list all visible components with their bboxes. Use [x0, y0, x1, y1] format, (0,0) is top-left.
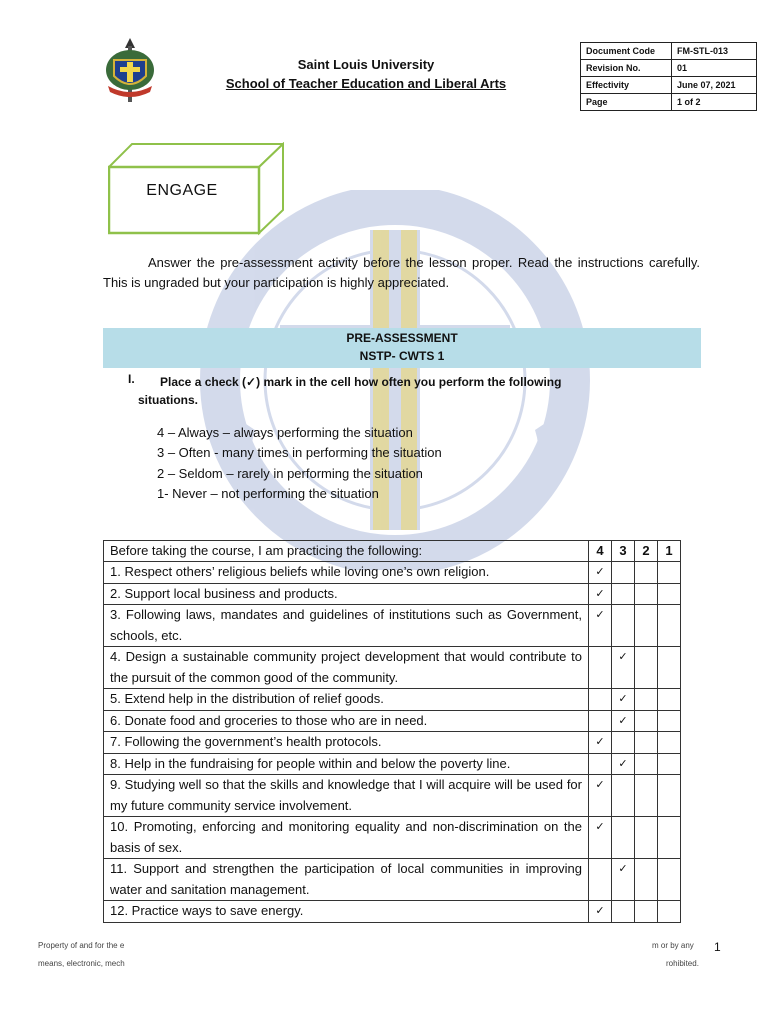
- rating-cell-1[interactable]: [658, 775, 681, 817]
- rating-cell-3[interactable]: [612, 775, 635, 817]
- rating-cell-2[interactable]: [635, 583, 658, 605]
- rating-cell-1[interactable]: [658, 901, 681, 923]
- university-logo: [102, 36, 158, 106]
- rating-cell-3[interactable]: [612, 817, 635, 859]
- rating-cell-1[interactable]: [658, 647, 681, 689]
- statement-cell: 9. Studying well so that the skills and knowledge that I will acquire will be used for my future community service involvement.: [104, 775, 589, 817]
- doc-info-key: Document Code: [581, 43, 672, 60]
- footer-text-right-1: m or by any: [652, 941, 694, 950]
- table-row: [104, 562, 681, 584]
- table-header-row: [104, 541, 681, 562]
- doc-info-row: [581, 43, 757, 60]
- rating-cell-2[interactable]: [635, 901, 658, 923]
- rating-cell-3[interactable]: [612, 901, 635, 923]
- rating-cell-1[interactable]: [658, 605, 681, 647]
- doc-info-value: 01: [672, 60, 757, 77]
- statement-cell: 3. Following laws, mandates and guidelines of institutions such as Government, schools, etc.: [104, 605, 589, 647]
- table-row: [104, 753, 681, 775]
- statement-cell: 12. Practice ways to save energy.: [104, 901, 589, 923]
- rating-cell-2[interactable]: [635, 562, 658, 584]
- rating-cell-1[interactable]: [658, 732, 681, 754]
- rating-cell-2[interactable]: [635, 647, 658, 689]
- doc-info-key: Revision No.: [581, 60, 672, 77]
- doc-info-key: Page: [581, 94, 672, 111]
- school-name: School of Teacher Education and Liberal Arts: [225, 76, 507, 91]
- doc-info-key: Effectivity: [581, 77, 672, 94]
- rating-cell-3[interactable]: ✓: [612, 689, 635, 711]
- rating-column-header: 2: [635, 541, 658, 562]
- rating-cell-2[interactable]: [635, 689, 658, 711]
- engage-heading: ENGAGE: [146, 182, 218, 199]
- rating-cell-4[interactable]: [589, 689, 612, 711]
- rating-cell-4[interactable]: ✓: [589, 732, 612, 754]
- scale-item: 3 – Often - many times in performing the situation: [157, 445, 442, 460]
- doc-info-row: [581, 77, 757, 94]
- scale-item: 2 – Seldom – rarely in performing the situation: [157, 466, 423, 481]
- scale-item: 4 – Always – always performing the situation: [157, 425, 413, 440]
- rating-cell-4[interactable]: ✓: [589, 583, 612, 605]
- statement-cell: 6. Donate food and groceries to those who are in need.: [104, 710, 589, 732]
- statement-cell: 2. Support local business and products.: [104, 583, 589, 605]
- rating-cell-2[interactable]: [635, 605, 658, 647]
- statement-cell: 7. Following the government’s health protocols.: [104, 732, 589, 754]
- rating-cell-4[interactable]: [589, 647, 612, 689]
- rating-cell-2[interactable]: [635, 817, 658, 859]
- rating-cell-4[interactable]: ✓: [589, 775, 612, 817]
- rating-cell-4[interactable]: ✓: [589, 901, 612, 923]
- table-row: [104, 710, 681, 732]
- rating-cell-4[interactable]: [589, 710, 612, 732]
- table-row: [104, 605, 681, 647]
- rating-cell-4[interactable]: ✓: [589, 605, 612, 647]
- rating-cell-2[interactable]: [635, 775, 658, 817]
- footer-text-left-1: Property of and for the e: [38, 941, 125, 950]
- doc-info-row: [581, 94, 757, 111]
- rating-cell-3[interactable]: [612, 732, 635, 754]
- rating-cell-2[interactable]: [635, 732, 658, 754]
- table-row: [104, 775, 681, 817]
- table-row: [104, 583, 681, 605]
- pre-assessment-subtitle: NSTP- CWTS 1: [359, 349, 445, 363]
- intro-paragraph: Answer the pre-assessment activity before the lesson proper. Read the instructions carefully. This is ungraded but your participation is highly appreciated.: [103, 255, 700, 290]
- statement-cell: 10. Promoting, enforcing and monitoring equality and non-discrimination on the basis of sex.: [104, 817, 589, 859]
- table-row: [104, 817, 681, 859]
- rating-cell-2[interactable]: [635, 753, 658, 775]
- footer-text-right-2: rohibited.: [666, 959, 699, 968]
- document-info-table: [580, 42, 757, 111]
- rating-cell-1[interactable]: [658, 817, 681, 859]
- statement-cell: 1. Respect others’ religious beliefs while loving one’s own religion.: [104, 562, 589, 584]
- pre-assessment-title: PRE-ASSESSMENT: [346, 331, 458, 345]
- table-row: [104, 901, 681, 923]
- instruction-number: I.: [128, 372, 135, 386]
- rating-column-header: 4: [589, 541, 612, 562]
- rating-cell-3[interactable]: ✓: [612, 647, 635, 689]
- rating-cell-1[interactable]: [658, 689, 681, 711]
- statement-column-header: Before taking the course, I am practicing the following:: [104, 541, 589, 562]
- rating-cell-1[interactable]: [658, 753, 681, 775]
- rating-cell-3[interactable]: ✓: [612, 710, 635, 732]
- doc-info-value: FM-STL-013: [672, 43, 757, 60]
- rating-column-header: 3: [612, 541, 635, 562]
- doc-info-value: 1 of 2: [672, 94, 757, 111]
- rating-cell-3[interactable]: ✓: [612, 753, 635, 775]
- rating-column-header: 1: [658, 541, 681, 562]
- page-number: 1: [714, 940, 721, 954]
- rating-cell-3[interactable]: ✓: [612, 859, 635, 901]
- rating-cell-1[interactable]: [658, 562, 681, 584]
- statement-cell: 5. Extend help in the distribution of relief goods.: [104, 689, 589, 711]
- footer-text-left-2: means, electronic, mech: [38, 959, 125, 968]
- rating-cell-4[interactable]: [589, 859, 612, 901]
- assessment-table: [103, 540, 681, 923]
- rating-cell-2[interactable]: [635, 710, 658, 732]
- rating-cell-1[interactable]: [658, 710, 681, 732]
- university-name: Saint Louis University: [297, 57, 435, 72]
- table-row: [104, 732, 681, 754]
- rating-cell-3[interactable]: [612, 583, 635, 605]
- rating-cell-2[interactable]: [635, 859, 658, 901]
- rating-cell-3[interactable]: [612, 562, 635, 584]
- rating-cell-3[interactable]: [612, 605, 635, 647]
- scale-item: 1- Never – not performing the situation: [157, 486, 379, 501]
- rating-cell-4[interactable]: ✓: [589, 817, 612, 859]
- doc-info-row: [581, 60, 757, 77]
- table-row: [104, 689, 681, 711]
- rating-cell-4[interactable]: ✓: [589, 562, 612, 584]
- statement-cell: 11. Support and strengthen the participation of local communities in improving water and sanitation management.: [104, 859, 589, 901]
- table-row: [104, 859, 681, 901]
- rating-cell-1[interactable]: [658, 859, 681, 901]
- table-row: [104, 647, 681, 689]
- instruction-line-1: Place a check (✓) mark in the cell how often you perform the following: [160, 375, 562, 389]
- statement-cell: 4. Design a sustainable community project development that would contribute to the pursuit of the common good of the community.: [104, 647, 589, 689]
- statement-cell: 8. Help in the fundraising for people within and below the poverty line.: [104, 753, 589, 775]
- doc-info-value: June 07, 2021: [672, 77, 757, 94]
- instruction-line-2: situations.: [138, 393, 199, 407]
- rating-cell-4[interactable]: [589, 753, 612, 775]
- rating-cell-1[interactable]: [658, 583, 681, 605]
